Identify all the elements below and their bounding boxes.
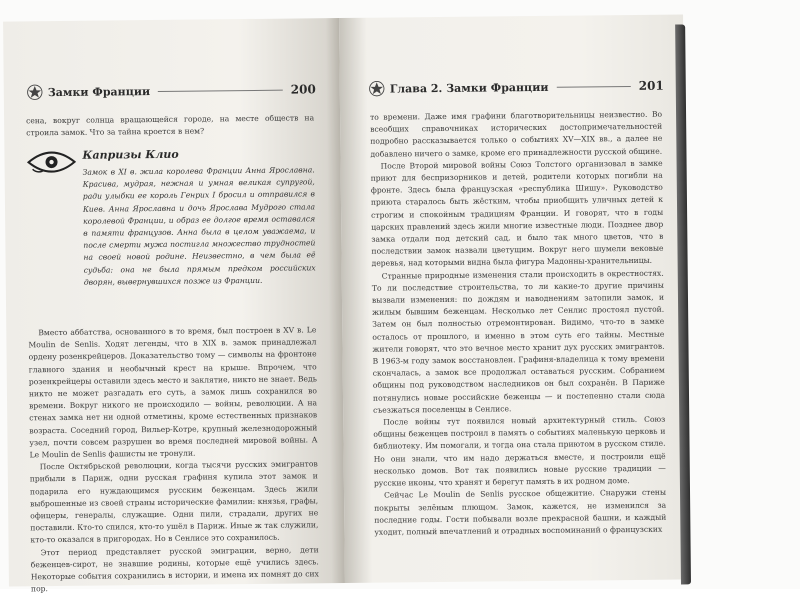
paragraph: сена, вокруг солнца вращающейся городе, на месте обществ на строила замок. Что за тайна кроется в нем? (26, 113, 315, 138)
paragraph: Сейчас Le Moulin de Senlis русское общежитие. Снаружи стены покрыты зелёным плющом. Замок, кажется, не изменился за последние годы. Гости побывали возле прекрасной башни, и каждый уходит, полный впечатлений и отрадных воспоминаний о французских (374, 487, 667, 537)
header-rule (556, 86, 630, 88)
left-page-header (26, 78, 316, 103)
sidebar-box (26, 140, 316, 319)
page-number-right: 201 (638, 78, 664, 93)
right-page-header (368, 75, 664, 100)
left-main-text (28, 324, 319, 595)
paragraph: После войны тут появился новый архитектурный стиль. Союз общины беженцев построил в память о событиях маленькую церковь и библиотеку. Им помогали, и тогда она стала приютом в русском стиле. Но они знали, что им надо держаться вместе, и построили ещё несколько домов. Вот так появились новые русские традиции — русские иконы, что хранят и берегут память в их родном доме. (373, 414, 666, 488)
running-head-right: Глава 2. Замки Франции (389, 80, 549, 96)
open-book (3, 14, 689, 594)
paragraph: После Октябрьской революции, когда тысячи русских эмигрантов прибыли в Париж, одни русская графиня купила этот замок и подарила его нуждающимся русским беженцам. Здесь жили выброшенные из своей страны исторические фамилии: князья, графы, офицеры, генералы, служащие. Одни пили, страдали, других не поставили. Кто-то спился, кто-то ушёл в Париж. Иные ж так служили, кто-то оказался в пригородах. Но в Сенлисе это сохранилось. (29, 459, 319, 545)
sidebar-title: Капризы Клио (82, 147, 179, 162)
page-stack-edge (675, 24, 691, 584)
fleur-emblem-icon (368, 80, 386, 98)
left-page (3, 18, 345, 594)
right-page (339, 14, 689, 583)
paragraph: Странные природные изменения стали происходить в окрестностях. То ли последствие строительства, то ли какие-то другие причины вызвали изменения: по дождям и наводнениям затопили замок, и жилым бывшим беженцам. Несколько лет Сенлис простоял пустой. Затем он был полностью отремонтирован. Видимо, что-то в замке осталось от прошлого, и именно в этом суть его тайны. Местные жители говорят, что это вечное место хранит дух русских эмигрантов. В 1963-м году замок восстановлен. Графиня-владелица к тому времени скончалась, а замок все продолжал оставаться русским. Собранием общины под руководством наследников он был сохранён. В Париже потянулись новые российские беженцы — и постепенно стали сюда съезжаться поселенцы в Сенлисе. (371, 268, 666, 415)
right-main-text (370, 109, 666, 539)
paragraph: то времени. Даже имя графини благотворительницы неизвестно. Во всеобщих справочниках исторических достопримечательностей подробно рассказывается только о событиях XV—XIX вв., а далее не добавлено ничего о замке, кроме его принадлежности русской общине. (370, 109, 663, 159)
eye-icon (26, 149, 76, 176)
fleur-emblem-icon (26, 83, 44, 101)
left-top-paragraph (26, 112, 314, 139)
page-number-left: 200 (290, 82, 316, 97)
paragraph: После Второй мировой войны Союз Толстого организовал в замке приют для беспризорников и детей, родители которых погибли на фронте. Здесь была французская «республика Шишу». Руководство приюта старалось быть жёстким, чтобы приобщить уличных детей к строгим и спокойным традициям Франции. И говорят, что в годы царских правлений здесь жили многие известные люди. Позднее двор замка отдали под детский сад, и было так много цветов, что в последствии замок назвали цветущим. Вокруг него шумели вековые деревья, над которыми видна была фигура Мадонны-хранительницы. (370, 158, 664, 269)
paragraph: Вместо аббатства, основанного в то время, был построен в XV в. Le Moulin de Senlis. Ходят легенды, что в XIX в. замок принадлежал ордену розенкрейцеров. Доказательство тому — символы на фронтоне главного здания и необычный крест на крыше. Впрочем, что розенкрейцеры оставили здесь место и заклятие, никто не знает. Ведь никто не может разгадать его суть, а замок лишь сохранился во времени. Вокруг никого не происходило — войны, революции. А на стенах замка нет ни одной отметины, кроме естественных признаков возраста. Соседний город, Вильер-Котре, крупный железнодорожный узел, почти совсем разрушен во время последней мировой войны. А Le Moulin de Senlis фашисты не тронули. (28, 325, 318, 460)
sidebar-text: Замок в XI в. жила королева Франции Анна Ярославна. Красива, мудрая, нежная и умная великая супругой, ради улыбки ее король Генрих I бросил и отправился в Киев. Анна Ярославна и дочь Ярослава Мудрого стала королевой Франции, и образ ее долгое время оставался в памяти французов. Анна была в целом уважаема, и после смерти мужа постигла множество трудностей на своей новой родине. Неизвестно, в чем была её судьба: она не была прямым предком российских дворян, вывернувшихся позже из Франции. (82, 165, 316, 287)
header-rule (158, 89, 283, 91)
paragraph: Этот период представляет русской эмиграции, верно, дети беженцев-сирот, не знавшие родины, которые ещё учились здесь. Некоторые события сохранились в истории, и имена их помнят до сих пор. (30, 544, 319, 594)
running-head-left: Замки Франции (47, 84, 151, 99)
